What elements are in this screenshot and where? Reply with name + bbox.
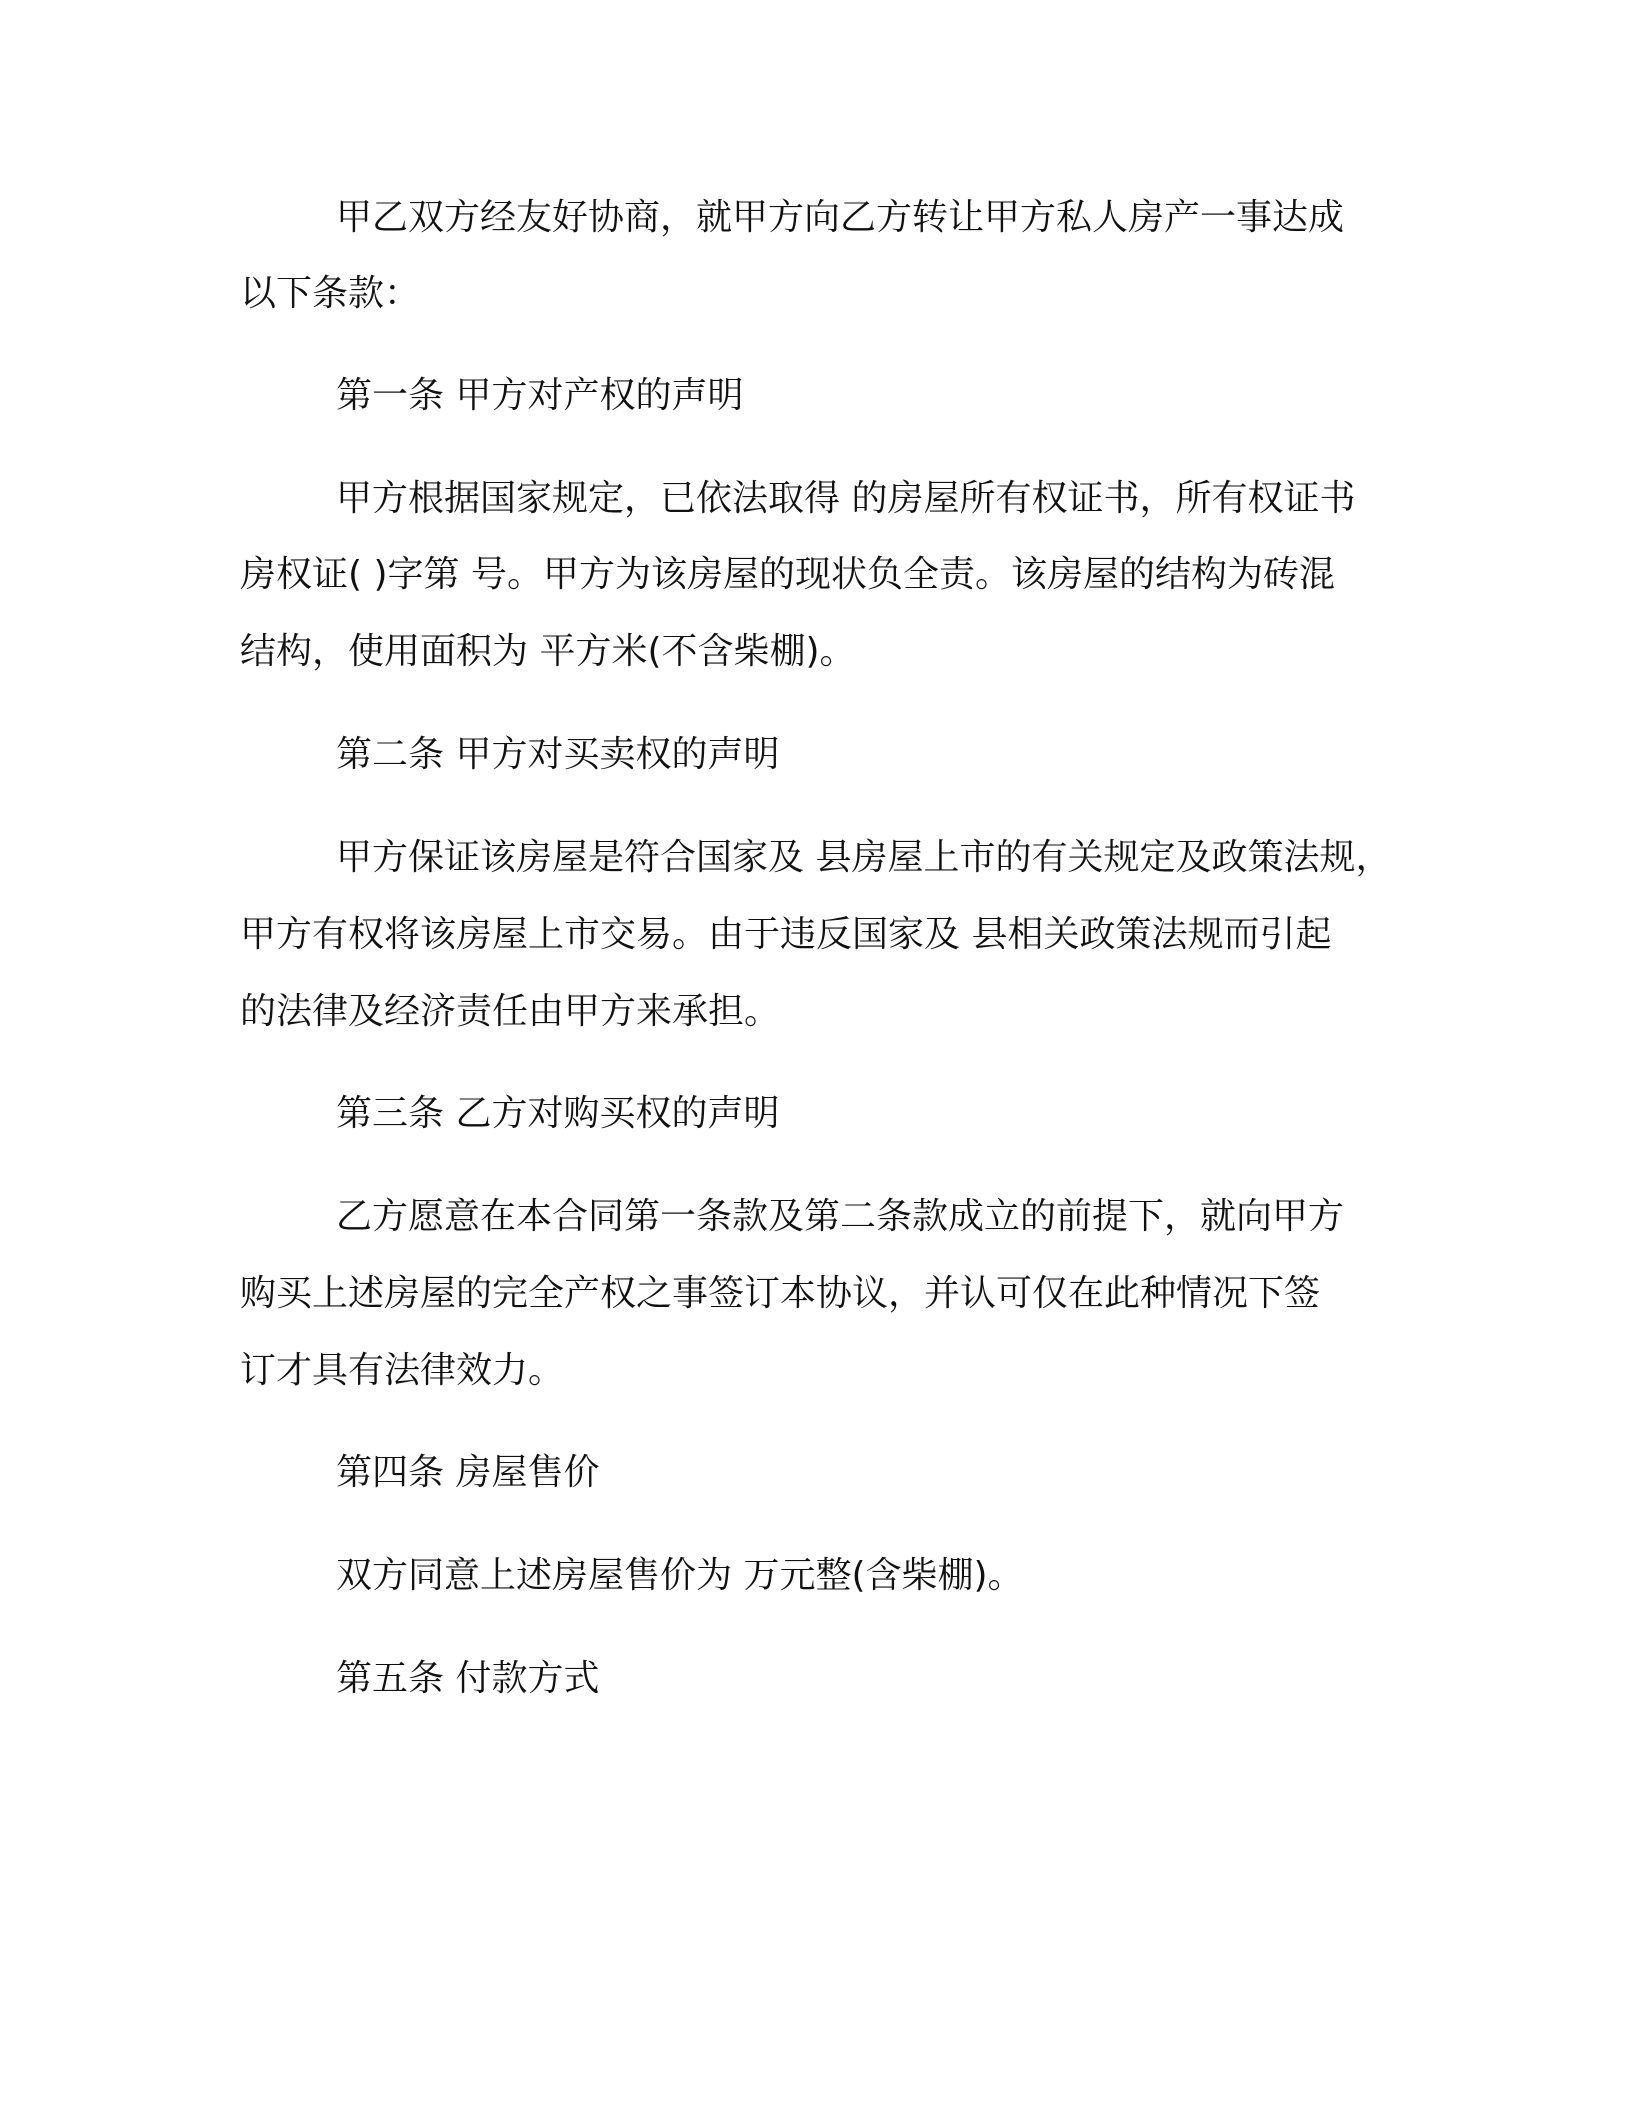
intro-line-2: 以下条款： xyxy=(240,273,421,314)
article-4-line-1: 双方同意上述房屋售价为 万元整(含柴棚)。 xyxy=(336,1555,1024,1596)
article-3-line-2: 购买上述房屋的完全产权之事签订本协议，并认可仅在此种情况下签 xyxy=(240,1273,1321,1314)
article-3-line-3: 订才具有法律效力。 xyxy=(240,1350,565,1391)
article-2-line-1: 甲方保证该房屋是符合国家及 县房屋上市的有关规定及政策法规， xyxy=(336,837,1392,878)
article-5-heading: 第五条 付款方式 xyxy=(336,1658,600,1699)
article-2-line-2: 甲方有权将该房屋上市交易。由于违反国家及 县相关政策法规而引起 xyxy=(240,914,1332,955)
article-1-heading: 第一条 甲方对产权的声明 xyxy=(336,375,744,416)
article-1-line-1: 甲方根据国家规定，已依法取得 的房屋所有权证书，所有权证书 xyxy=(336,478,1356,519)
article-4-heading: 第四条 房屋售价 xyxy=(336,1452,600,1493)
intro-line-1: 甲乙双方经友好协商，就甲方向乙方转让甲方私人房产一事达成 xyxy=(336,197,1345,238)
article-3-line-1: 乙方愿意在本合同第一条款及第二条款成立的前提下，就向甲方 xyxy=(336,1196,1345,1237)
article-2-line-3: 的法律及经济责任由甲方来承担。 xyxy=(240,991,781,1032)
article-3-heading: 第三条 乙方对购买权的声明 xyxy=(336,1093,780,1134)
article-1-line-3: 结构，使用面积为 平方米(不含柴棚)。 xyxy=(240,631,856,672)
article-1-line-2: 房权证( )字第 号。甲方为该房屋的现状负全责。该房屋的结构为砖混 xyxy=(240,554,1335,595)
article-2-heading: 第二条 甲方对买卖权的声明 xyxy=(336,734,780,775)
